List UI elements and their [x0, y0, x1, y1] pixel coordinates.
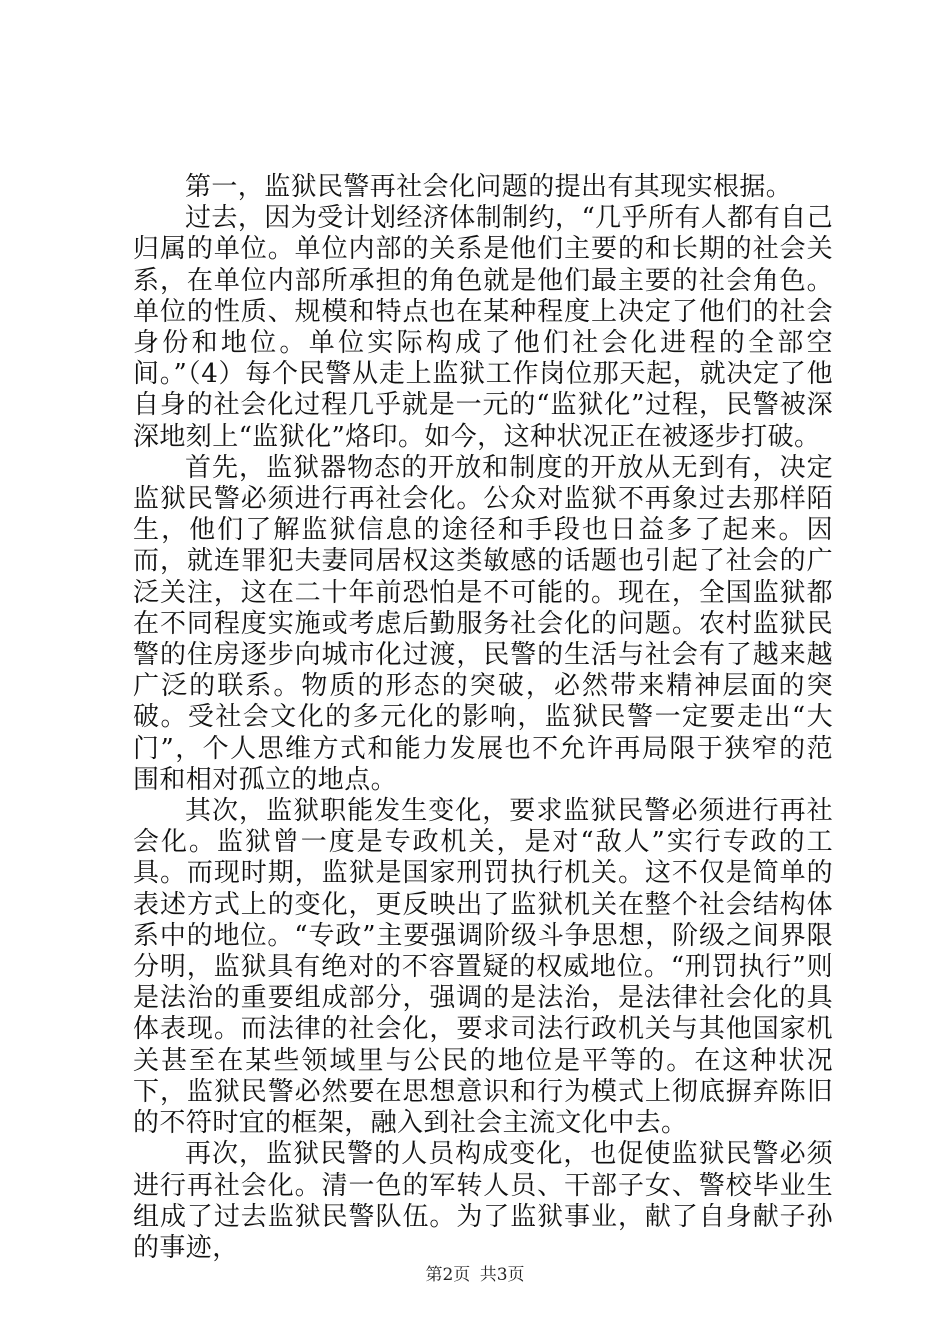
paragraph-3: 首先，监狱器物态的开放和制度的开放从无到有，决定监狱民警必须进行再社会化。公众对监狱不再象过去那样陌生，他们了解监狱信息的途径和手段也日益多了起来。因而，就连罪犯夫妻同居权这类敏感的话题也引起了社会的广泛关注，这在二十年前恐怕是不可能的。现在，全国监狱都在不同程度实施或考虑后勤服务社会化的问题。农村监狱民警的住房逐步向城市化过渡，民警的生活与社会有了越来越广泛的联系。物质的形态的突破，必然带来精神层面的突破。受社会文化的多元化的影响，监狱民警一定要走出“大门”，个人思维方式和能力发展也不允许再局限于狭窄的范围和相对孤立的地点。: [133, 452, 833, 795]
paragraph-5: 再次，监狱民警的人员构成变化，也促使监狱民警必须进行再社会化。清一色的军转人员、干部子女、警校毕业生组成了过去监狱民警队伍。为了监狱事业，献了自身献子孙的事迹，: [133, 1139, 833, 1263]
paragraph-4: 其次，监狱职能发生变化，要求监狱民警必须进行再社会化。监狱曾一度是专政机关，是对“敌人”实行专政的工具。而现时期，监狱是国家刑罚执行机关。这不仅是简单的表述方式上的变化，更反映出了监狱机关在整个社会结构体系中的地位。“专政”主要强调阶级斗争思想，阶级之间界限分明，监狱具有绝对的不容置疑的权威地位。“刑罚执行”则是法治的重要组成部分，强调的是法治，是法律社会化的具体表现。而法律的社会化，要求司法行政机关与其他国家机关甚至在某些领域里与公民的地位是平等的。在这种状况下，监狱民警必然要在思想意识和行为模式上彻底摒弃陈旧的不符时宜的框架，融入到社会主流文化中去。: [133, 796, 833, 1139]
page-total: 共3页: [479, 1265, 525, 1285]
document-body: [133, 172, 833, 1264]
paragraph-1: 第一，监狱民警再社会化问题的提出有其现实根据。: [185, 172, 793, 202]
page-footer: [0, 1260, 950, 1285]
page-number: 第2页: [425, 1265, 471, 1285]
paragraph-2: 过去，因为受计划经济体制制约，“几乎所有人都有自己归属的单位。单位内部的关系是他们主要的和长期的社会关系，在单位内部所承担的角色就是他们最主要的社会角色。单位的性质、规模和特点也在某种程度上决定了他们的社会身份和地位。单位实际构成了他们社会化进程的全部空间。”（4）每个民警从走上监狱工作岗位那天起，就决定了他自身的社会化过程几乎就是一元的“监狱化”过程，民警被深深地刻上“监狱化”烙印。如今，这种状况正在被逐步打破。: [133, 203, 833, 452]
